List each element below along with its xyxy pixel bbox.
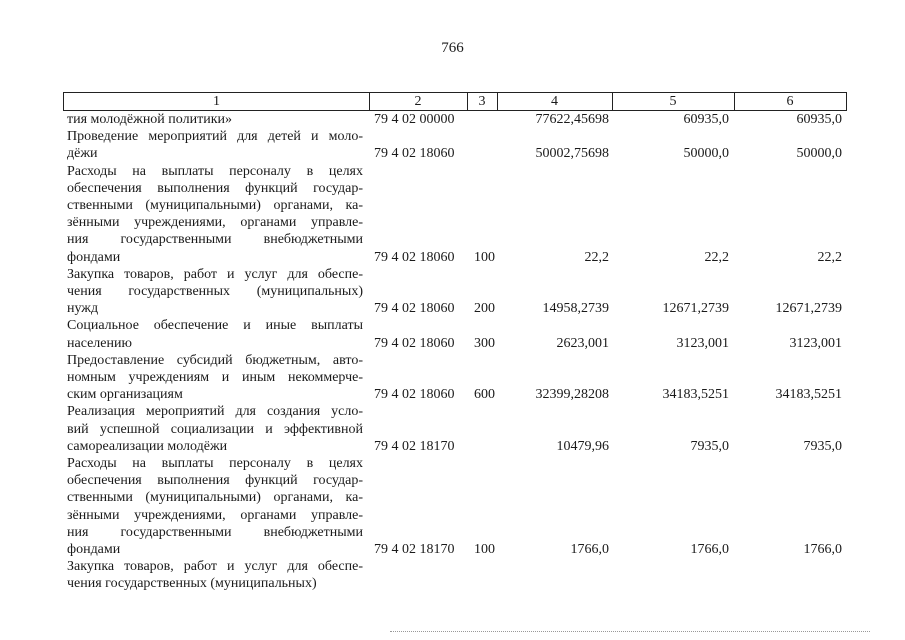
row-value-col5: 12671,2739 xyxy=(662,301,729,317)
row-code: 79 4 02 18060 xyxy=(374,249,455,265)
description-line: обеспечения выполнения функций государ- xyxy=(67,473,363,489)
row-value-col5: 1766,0 xyxy=(690,542,729,557)
description-line: Проведение мероприятий для детей и моло- xyxy=(67,129,363,145)
row-value-col6: 3123,001 xyxy=(789,335,842,351)
row-description xyxy=(67,352,363,404)
row-value-col6: 1766,0 xyxy=(803,542,842,557)
row-value-col4: 2623,001 xyxy=(556,335,609,351)
description-line: дёжи xyxy=(67,146,98,162)
description-line: обеспечения выполнения функций государ- xyxy=(67,180,363,196)
row-expense-type: 600 xyxy=(474,387,495,403)
table-row xyxy=(0,403,905,455)
description-line: ния государственными внебюджетными xyxy=(67,524,363,540)
description-line: фондами xyxy=(67,249,121,265)
row-code: 79 4 02 18170 xyxy=(374,438,455,454)
row-description xyxy=(67,403,363,455)
row-value-col6: 60935,0 xyxy=(796,112,842,127)
description-line: Социальное обеспечение и иные выплаты xyxy=(67,318,363,334)
scan-artifact xyxy=(390,631,870,634)
row-value-col4: 50002,75698 xyxy=(535,146,609,162)
row-code: 79 4 02 18170 xyxy=(374,542,455,557)
row-description xyxy=(67,455,363,558)
table-row xyxy=(0,128,905,162)
row-value-col5: 50000,0 xyxy=(683,146,729,162)
description-line: Расходы на выплаты персоналу в целях xyxy=(67,163,363,179)
description-line: зёнными учреждениями, органами управле- xyxy=(67,215,363,231)
row-value-col4: 22,2 xyxy=(584,249,609,265)
row-value-col5: 34183,5251 xyxy=(662,387,729,403)
header-col-5: 5 xyxy=(669,94,677,109)
row-description xyxy=(67,317,363,351)
description-line: Реализация мероприятий для создания усло- xyxy=(67,404,363,420)
header-col-3: 3 xyxy=(478,94,486,109)
row-value-col5: 3123,001 xyxy=(676,335,729,351)
description-line: ния государственными внебюджетными xyxy=(67,232,363,248)
description-line: Предоставление субсидий бюджетным, авто- xyxy=(67,352,363,368)
row-expense-type: 300 xyxy=(474,335,495,351)
row-value-col4: 77622,45698 xyxy=(535,112,609,127)
row-description xyxy=(67,111,363,128)
header-col-4: 4 xyxy=(551,94,558,109)
row-value-col4: 1766,0 xyxy=(570,542,609,557)
description-line: чения государственных (муниципальных) xyxy=(67,283,363,299)
row-code: 79 4 02 18060 xyxy=(374,335,455,351)
table-row xyxy=(0,317,905,351)
description-line: населению xyxy=(67,335,132,351)
row-value-col5: 60935,0 xyxy=(683,112,729,127)
row-code: 79 4 02 18060 xyxy=(374,301,455,317)
description-line: вий успешной социализации и эффективной xyxy=(67,421,363,437)
row-value-col6: 34183,5251 xyxy=(775,387,842,403)
row-value-col5: 7935,0 xyxy=(690,438,729,454)
description-line: нужд xyxy=(67,301,99,317)
row-value-col4: 32399,28208 xyxy=(535,387,609,403)
row-value-col6: 22,2 xyxy=(817,249,842,265)
description-line: ственными (муниципальными) органами, ка- xyxy=(67,490,363,506)
row-value-col4: 14958,2739 xyxy=(542,301,609,317)
description-line: фондами xyxy=(67,541,121,557)
header-col-2: 2 xyxy=(414,94,422,109)
description-line: самореализации молодёжи xyxy=(67,438,228,454)
description-line: Закупка товаров, работ и услуг для обеспе- xyxy=(67,266,363,282)
row-expense-type: 100 xyxy=(474,249,495,265)
header-col-6: 6 xyxy=(786,94,794,109)
row-description xyxy=(67,128,363,162)
row-value-col6: 7935,0 xyxy=(803,438,842,454)
table-header xyxy=(63,92,847,111)
row-value-col6: 50000,0 xyxy=(796,146,842,162)
table-row xyxy=(0,111,905,128)
table-row xyxy=(0,266,905,318)
row-description xyxy=(67,163,363,266)
description-line: ственными (муниципальными) органами, ка- xyxy=(67,197,363,213)
table-row xyxy=(0,455,905,558)
row-code: 79 4 02 18060 xyxy=(374,146,455,162)
description-line: чения государственных (муниципальных) xyxy=(67,576,317,592)
row-expense-type: 100 xyxy=(474,542,495,557)
table-row xyxy=(0,352,905,404)
row-value-col6: 12671,2739 xyxy=(775,301,842,317)
description-line: Расходы на выплаты персоналу в целях xyxy=(67,456,363,471)
table-row xyxy=(0,558,905,592)
description-line: тия молодёжной политики» xyxy=(67,112,232,127)
page-number: 766 xyxy=(441,40,464,56)
row-expense-type: 200 xyxy=(474,301,495,317)
description-line: зёнными учреждениями, органами управле- xyxy=(67,507,363,523)
row-value-col4: 10479,96 xyxy=(556,438,609,454)
row-code: 79 4 02 00000 xyxy=(374,112,455,127)
row-code: 79 4 02 18060 xyxy=(374,387,455,403)
row-description xyxy=(67,558,363,592)
description-line: ским организациям xyxy=(67,387,183,403)
row-value-col5: 22,2 xyxy=(704,249,729,265)
row-description xyxy=(67,266,363,318)
description-line: Закупка товаров, работ и услуг для обеспе- xyxy=(67,559,363,575)
table-row xyxy=(0,163,905,266)
description-line: номным учреждениям и иным некоммерче- xyxy=(67,369,363,385)
header-col-1: 1 xyxy=(213,94,220,109)
